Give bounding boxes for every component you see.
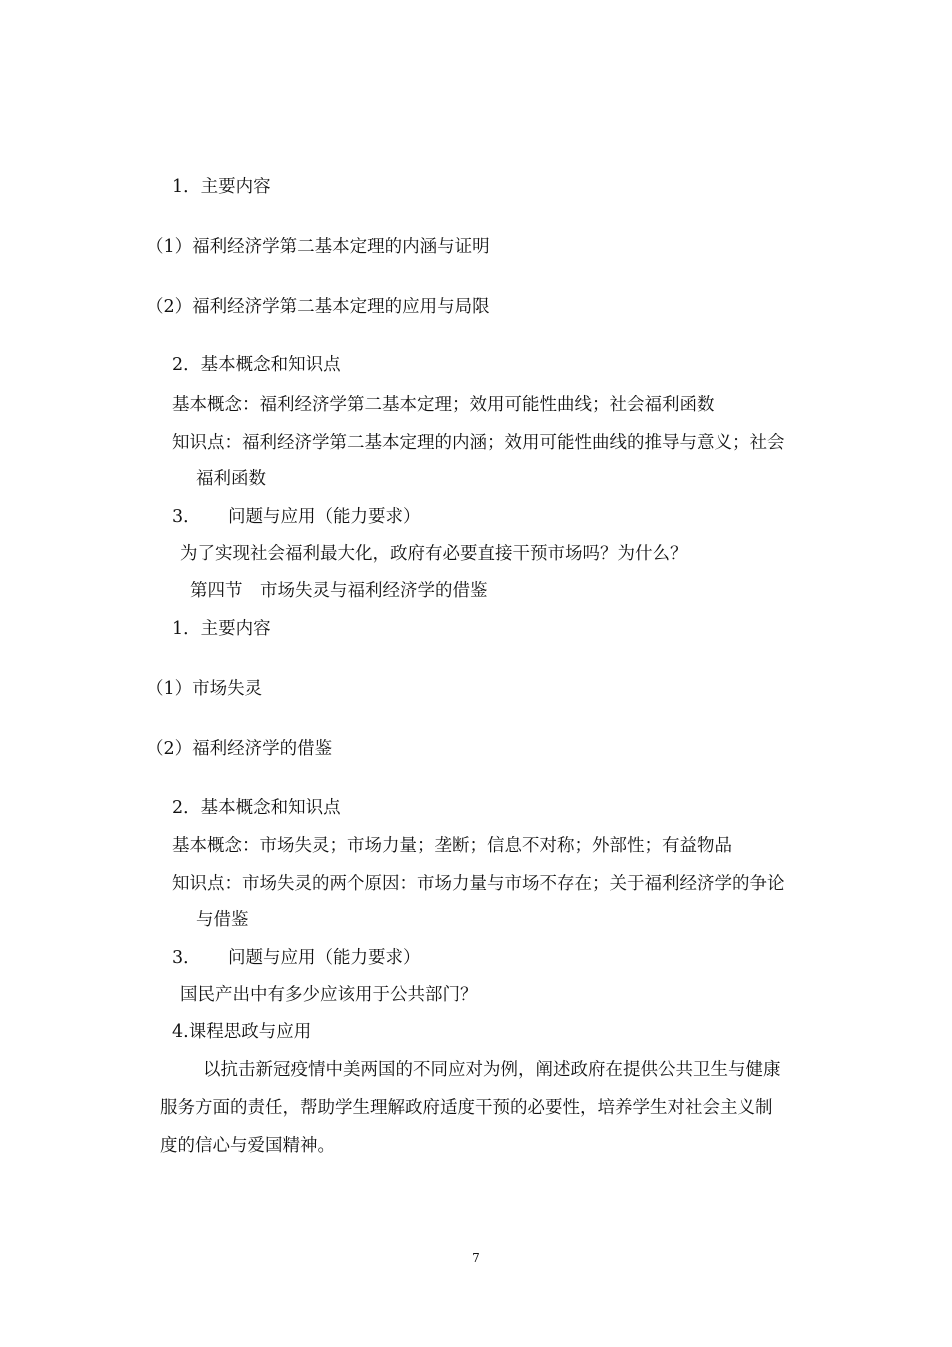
question-text: 为了实现社会福利最大化，政府有必要直接干预市场吗？为什么？ xyxy=(180,544,688,564)
question-text: 国民产出中有多少应该用于公共部门？ xyxy=(180,985,478,1005)
knowledge-points: 知识点：市场失灵的两个原因：市场力量与市场不存在；关于福利经济学的争论 xyxy=(172,874,785,894)
section-title: 第四节 市场失灵与福利经济学的借鉴 xyxy=(190,581,488,601)
basic-concepts: 基本概念：福利经济学第二基本定理；效用可能性曲线；社会福利函数 xyxy=(172,395,715,415)
concepts-heading: 2．基本概念和知识点 xyxy=(172,355,341,375)
basic-concepts: 基本概念：市场失灵；市场力量；垄断；信息不对称；外部性；有益物品 xyxy=(172,836,732,856)
question-heading: 问题与应用（能力要求） xyxy=(228,507,421,527)
question-heading-number: 3． xyxy=(172,948,201,968)
ideology-paragraph: 以抗击新冠疫情中美两国的不同应对为例，阐述政府在提供公共卫生与健康 xyxy=(203,1060,781,1080)
ideology-paragraph: 服务方面的责任，帮助学生理解政府适度干预的必要性，培养学生对社会主义制 xyxy=(160,1098,773,1118)
main-content-heading: 1．主要内容 xyxy=(172,619,271,639)
question-heading: 问题与应用（能力要求） xyxy=(228,948,421,968)
knowledge-points: 知识点：福利经济学第二基本定理的内涵；效用可能性曲线的推导与意义；社会 xyxy=(172,433,785,453)
ideology-heading: 4.课程思政与应用 xyxy=(172,1022,312,1042)
question-heading-number: 3． xyxy=(172,507,201,527)
knowledge-points-cont: 与借鉴 xyxy=(196,910,249,930)
list-item: （2）福利经济学第二基本定理的应用与局限 xyxy=(146,297,490,317)
knowledge-points-cont: 福利函数 xyxy=(196,469,266,489)
list-item: （1）福利经济学第二基本定理的内涵与证明 xyxy=(146,237,490,257)
concepts-heading: 2．基本概念和知识点 xyxy=(172,798,341,818)
ideology-paragraph: 度的信心与爱国精神。 xyxy=(160,1136,335,1156)
list-item: （2）福利经济学的借鉴 xyxy=(146,739,333,759)
list-item: （1）市场失灵 xyxy=(146,679,263,699)
main-content-heading: 1．主要内容 xyxy=(172,177,271,197)
page-number: 7 xyxy=(472,1251,480,1265)
